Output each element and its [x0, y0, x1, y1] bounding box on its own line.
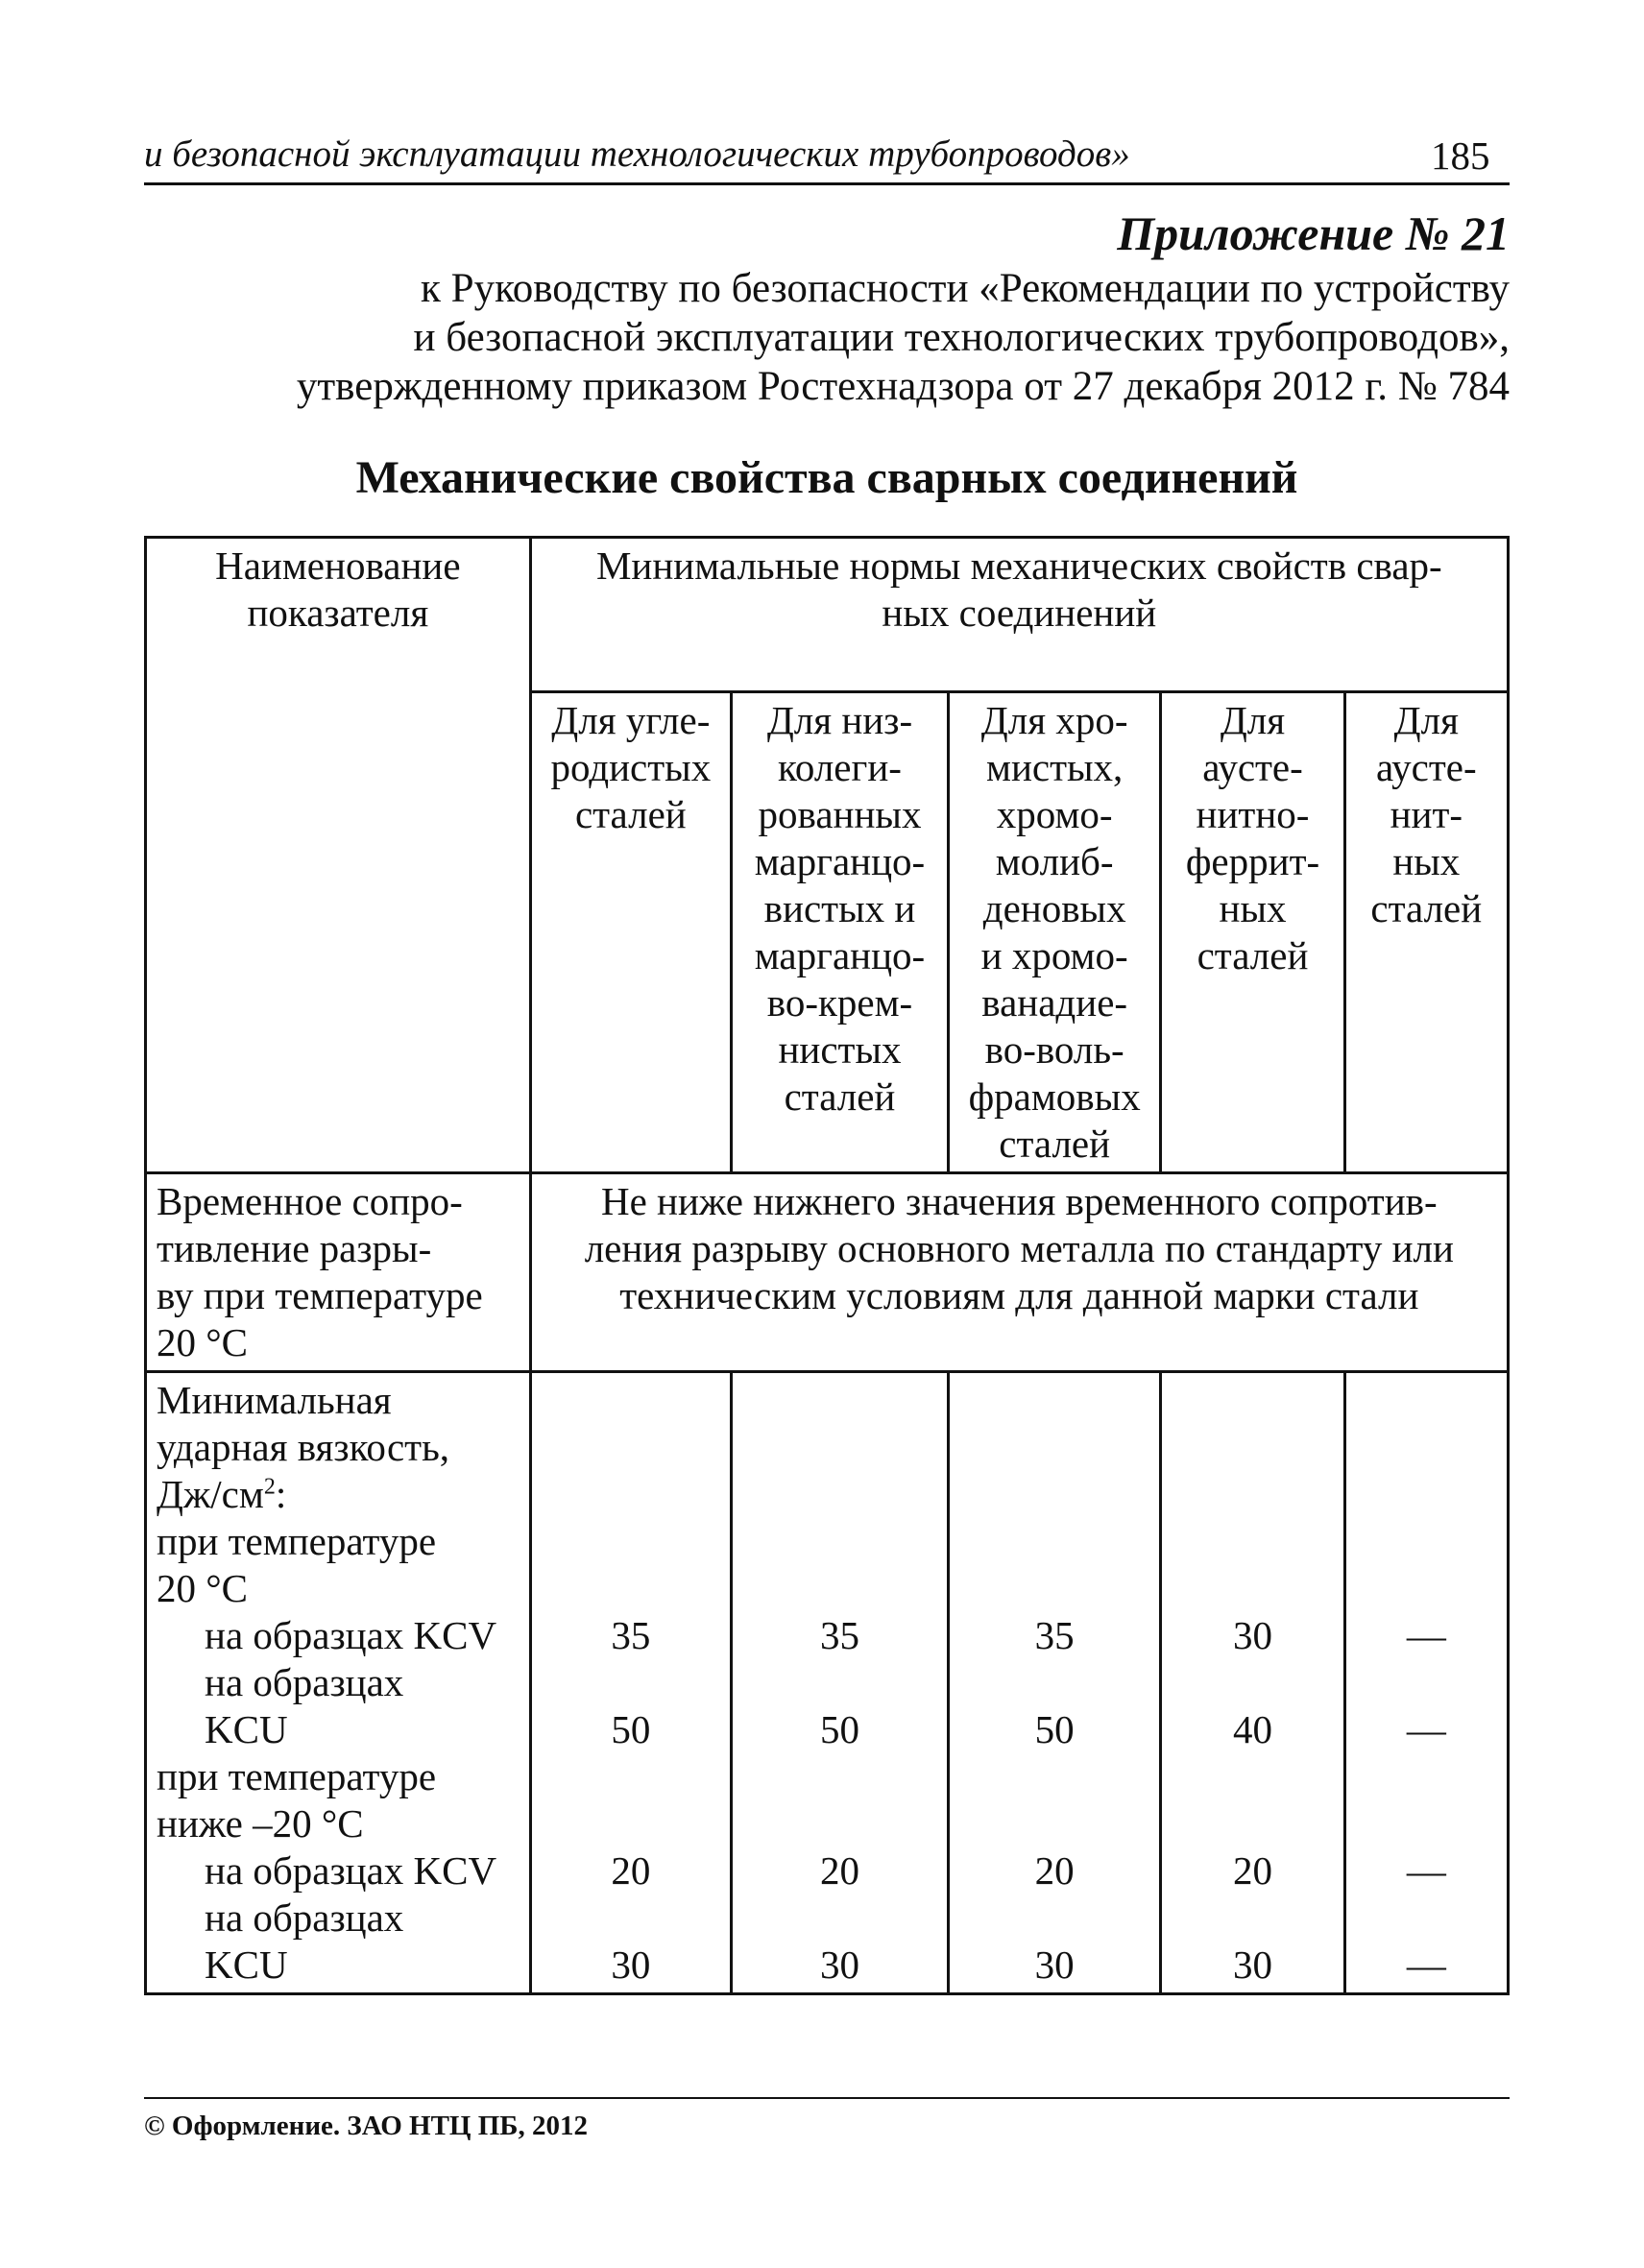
subheader-low-alloy	[732, 692, 949, 1173]
value-kcv-minus20: 20	[611, 1848, 651, 1893]
value-kcu-20: —	[1406, 1707, 1446, 1751]
label-line: 20 °С	[157, 1320, 248, 1364]
value-kcu-minus20: 30	[1233, 1942, 1272, 1987]
subheader-line: родистых	[550, 745, 712, 789]
label-line: KCU	[205, 1707, 288, 1751]
subheader-line: нитно-	[1196, 792, 1310, 836]
unit-text: Дж/см	[157, 1472, 264, 1516]
header-indicator-name	[146, 538, 531, 1173]
value-kcv-20: —	[1406, 1613, 1446, 1657]
row-label-impact	[146, 1372, 531, 1994]
subheader-austenitic-ferritic	[1161, 692, 1344, 1173]
subheader-line: сталей	[999, 1122, 1111, 1166]
header-min-norms	[530, 538, 1508, 692]
subheader-line: Для	[1220, 698, 1286, 742]
subheader-line: Для хро-	[980, 698, 1128, 742]
value-kcv-20: 35	[611, 1613, 651, 1657]
row-value-tensile	[530, 1173, 1508, 1372]
value-kcv-20: 30	[1233, 1613, 1272, 1657]
subheader-line: хромо-	[996, 792, 1113, 836]
footer-divider	[144, 2097, 1510, 2099]
header-line: ных соединений	[882, 591, 1157, 635]
subheader-line: аусте-	[1376, 745, 1477, 789]
label-line: Временное сопро-	[157, 1179, 463, 1223]
subheader-line: сталей	[1197, 933, 1309, 977]
label-line: ву при температуре	[157, 1273, 483, 1317]
value-kcu-minus20: 30	[1034, 1942, 1075, 1987]
properties-table	[144, 536, 1510, 1995]
table-row-tensile-strength	[146, 1173, 1509, 1372]
label-line: KCU	[205, 1942, 288, 1987]
subheader-line: нит-	[1390, 792, 1463, 836]
label-line: при температуре	[157, 1519, 437, 1563]
footer-copyright: © Оформление. ЗАО НТЦ ПБ, 2012	[144, 2111, 588, 2141]
value-line: Не ниже нижнего значения временного сопротив-	[600, 1179, 1438, 1223]
label-line: при температуре	[157, 1754, 437, 1798]
appendix-label: Приложение № 21	[1117, 206, 1510, 260]
subheader-line: и хромо-	[980, 933, 1128, 977]
subheader-line: ных	[1392, 839, 1461, 883]
subheader-line: мистых,	[986, 745, 1124, 789]
values-austenitic-ferritic	[1161, 1372, 1344, 1994]
label-line: ударная вязкость,	[157, 1425, 450, 1469]
value-kcu-20: 50	[819, 1707, 859, 1751]
subheader-line: Для низ-	[766, 698, 913, 742]
appendix-line-2: и безопасной эксплуатации технологических трубопроводов»,	[413, 315, 1510, 360]
subheader-line: во-воль-	[984, 1027, 1124, 1072]
subheader-line: колеги-	[778, 745, 902, 789]
document-title: Механические свойства сварных соединений	[355, 452, 1298, 503]
values-low-alloy	[732, 1372, 949, 1994]
subheader-line: ванадие-	[981, 980, 1128, 1025]
subheader-line: феррит-	[1185, 839, 1320, 883]
subheader-austenitic	[1344, 692, 1508, 1173]
subheader-chromium	[948, 692, 1160, 1173]
subheader-line: Для угле-	[551, 698, 711, 742]
value-line: ления разрыву основного металла по стандарту или	[584, 1226, 1454, 1270]
subheader-line: марганцо-	[754, 933, 926, 977]
subheader-line: аусте-	[1202, 745, 1303, 789]
values-chromium	[948, 1372, 1160, 1994]
unit-colon: :	[275, 1472, 287, 1516]
table-row-impact-toughness	[146, 1372, 1509, 1994]
subheader-carbon	[530, 692, 731, 1173]
value-kcv-20: 35	[1034, 1613, 1075, 1657]
subheader-line: рованных	[758, 792, 922, 836]
subheader-line: во-крем-	[766, 980, 913, 1025]
label-line: тивление разры-	[157, 1226, 432, 1270]
appendix-line-3: утвержденному приказом Ростехнадзора от 27 декабря 2012 г. № 784	[296, 364, 1510, 409]
appendix-reference	[154, 264, 1510, 411]
subheader-line: молиб-	[995, 839, 1114, 883]
unit-superscript: 2	[263, 1474, 276, 1500]
value-kcv-minus20: 20	[1233, 1848, 1272, 1893]
label-line: на образцах	[205, 1660, 404, 1704]
page-number: 185	[1431, 133, 1490, 178]
header-line: Наименование	[215, 543, 461, 588]
header-line: Минимальные нормы механических свойств свар-	[595, 543, 1442, 588]
value-kcu-minus20: 30	[611, 1942, 651, 1987]
values-carbon	[530, 1372, 731, 1994]
running-header-title: и безопасной эксплуатации технологических трубопроводов»	[144, 133, 1130, 175]
label-unit	[157, 1471, 523, 1518]
value-kcu-20: 50	[1034, 1707, 1075, 1751]
subheader-line: вистых и	[763, 886, 916, 930]
values-austenitic	[1344, 1372, 1508, 1994]
subheader-line: Для	[1393, 698, 1459, 742]
value-kcu-20: 50	[611, 1707, 651, 1751]
header-divider	[144, 182, 1510, 185]
table-header-row-1	[146, 538, 1509, 692]
subheader-line: ных	[1219, 886, 1287, 930]
label-line: 20 °С	[157, 1566, 248, 1610]
header-line: показателя	[247, 591, 429, 635]
appendix-line-1: к Руководству по безопасности «Рекомендации по устройству	[421, 266, 1510, 311]
value-kcu-minus20: —	[1406, 1942, 1446, 1987]
row-label-tensile	[146, 1173, 531, 1372]
label-line: на образцах KCV	[205, 1613, 497, 1657]
subheader-line: деновых	[982, 886, 1126, 930]
value-kcv-minus20: 20	[819, 1848, 859, 1893]
subheader-line: нистых	[778, 1027, 902, 1072]
value-kcu-minus20: 30	[819, 1942, 859, 1987]
subheader-line: сталей	[784, 1074, 896, 1119]
label-line: на образцах KCV	[205, 1848, 497, 1893]
subheader-line: сталей	[574, 792, 687, 836]
subheader-line: сталей	[1370, 886, 1483, 930]
value-kcv-20: 35	[819, 1613, 859, 1657]
label-line: Минимальная	[157, 1378, 392, 1422]
value-kcv-minus20: 20	[1034, 1848, 1075, 1893]
label-line: ниже –20 °С	[157, 1801, 364, 1846]
subheader-line: фрамовых	[968, 1074, 1141, 1119]
subheader-line: марганцо-	[754, 839, 926, 883]
label-line: на образцах	[205, 1895, 404, 1940]
value-kcu-20: 40	[1233, 1707, 1272, 1751]
value-line: техническим условиям для данной марки стали	[619, 1273, 1419, 1317]
value-kcv-minus20: —	[1406, 1848, 1446, 1893]
